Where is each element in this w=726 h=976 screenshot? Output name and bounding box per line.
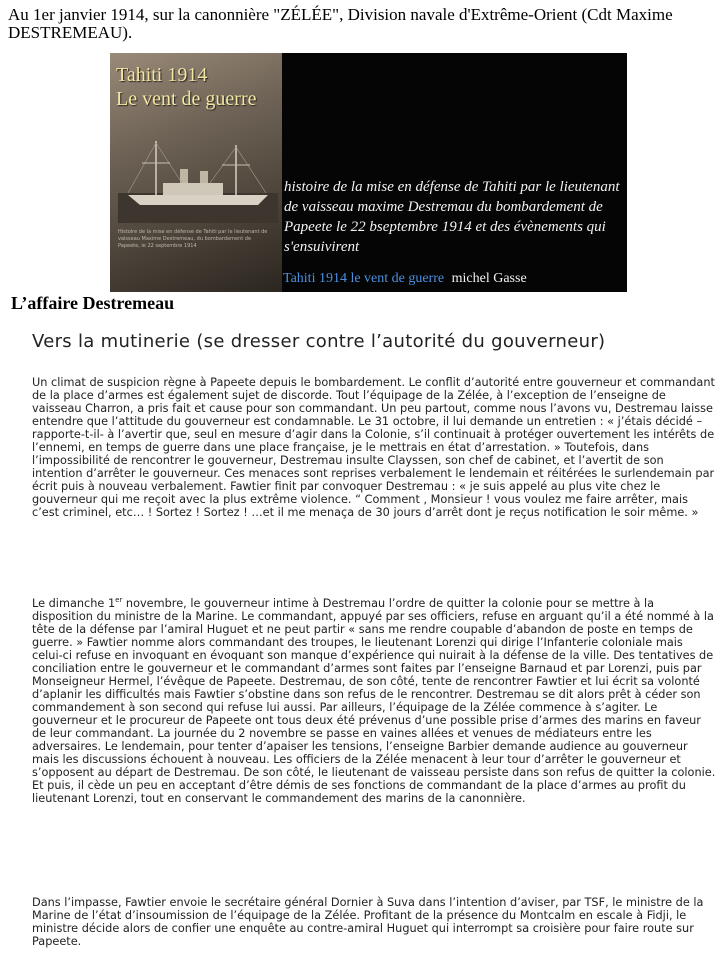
banner-credit	[283, 271, 527, 287]
paragraph-1: Un climat de suspicion règne à Papeete depuis le bombardement. Le conflit d’autorité entre gouverneur et commandant de la place d’armes est également sujet de discorde. Tout l’équipage de la Zélée, à l’exception de l’enseigne de vaisseau Charron, a pris fait et cause pour son commandant. Un peu partout, comme nous l’avons vu, Destremau laisse entendre que l’attitude du gouverneur est condamnable. Le 31 octobre, il lui demande un entretien : « j’étais décidé –rapporte-t-il- à l’avertir que, seul en mesure d’agir dans la Colonie, s’il continuait à protéger ouvertement les intérêts de l’ennemi, en temps de guerre dans une place française, je le mettrais en état d’arrestation. » Toutefois, dans l’impossibilité de rencontrer le gouverneur, Destremau insulte Clayssen, son chef de cabinet, et l’avertit de son intention d’arrêter le gouverneur. Ces menaces sont reprises verbalement le lendemain et réitérées le surlendemain par écrit puis à nouveau verbalement. Fawtier finit par convoquer Destremau : « je suis appelé au plus vite chez le gouverneur qui me reçoit avec la plus extrême violence. “ Comment , Monsieur ! vous voulez me faire arrêter, mais c’est criminel, etc… ! Sortez ! Sortez ! …et il me menaça de 30 jours d’arrêt dont je reçus notification le soir même. »	[32, 376, 715, 519]
ordinal-superscript: er	[115, 596, 123, 605]
ship-illustration	[118, 133, 278, 223]
book-banner	[110, 53, 627, 292]
banner-description: histoire de la mise en défense de Tahiti par le lieutenant de vaisseau maxime Destremau du bombardement de Papeete le 22 bseptembre 1914 et des évènements qui s'ensuivirent	[284, 179, 620, 255]
book-title-line1: Tahiti 1914	[116, 64, 208, 86]
section-title: Vers la mutinerie (se dresser contre l’autorité du gouverneur)	[32, 331, 606, 352]
book-title	[116, 63, 256, 111]
paragraph-2-rest: novembre, le gouverneur intime à Destremau l’ordre de quitter la colonie pour se mettre à la disposition du ministre de la Marine. Le commandant, appuyé par ses officiers, refuse en arguant qu’il a été nommé à la tête de la défense par l’amiral Huguet et ne peut partir « sans me rendre coupable d’abandon de poste en temps de guerre. » Fawtier nomme alors commandant des troupes, le lieutenant Lorenzi qui dirige l’Infanterie coloniale mais celui-ci refuse en invoquant en évoquant son manque d’expérience qui nuirait à la défense de la ville. Des tentatives de conciliation entre le gouverneur et le commandant d’armes sont faites par l’enseigne Barnaud et par Lorenzi, puis par Monseigneur Hermel, l’évêque de Papeete. Destremau, de son côté, tente de rencontrer Fawtier et lui écrit sa volonté d’aplanir les difficultés mais Fawtier s’obstine dans son refus de le rencontrer. Destremau se dit alors prêt à céder son commandement à son second qui refuse lui aussi. Par ailleurs, l’équipage de la Zélée commence à s’agiter. Le gouverneur et le procureur de Papeete ont tous deux été prévenus d’une possible prise d’armes des marins en faveur de leur commandant. La journée du 2 novembre se passe en vaines allées et venues de médiateurs entre les adversaires. Le lendemain, pour tenter d’apaiser les tensions, l’enseigne Barbier demande audience au gouverneur mais les discussions échouent à nouveau. Les officiers de la Zélée menacent à leur tour d’arrêter le gouverneur et s’opposent au départ de Destremau. De son côté, le lieutenant de vaisseau persiste dans son refus de quitter la colonie. Et puis, il cède un peu en acceptant d’être démis de ses fonctions de commandant de la place d’armes au profit du lieutenant Lorenzi, tout en conservant le commandement des marins de la canonnière.	[32, 597, 716, 805]
book-caption: Histoire de la mise en défense de Tahiti par le lieutenant de vaisseau Maxime Destremeau, du bombardement de Papeete, le 22 septembre 1914	[118, 229, 268, 249]
intro-text: Au 1er janvier 1914, sur la canonnière "ZÉLÉE", Division navale d'Extrême-Orient (Cdt Maxime DESTREMEAU).	[8, 5, 673, 42]
book-title-link[interactable]: Tahiti 1914 le vent de guerre	[283, 271, 445, 286]
paragraph-3: Dans l’impasse, Fawtier envoie le secrétaire général Dornier à Suva dans l’intention d’aviser, par TSF, le ministre de la Marine de l’état d’insoumission de l’équipage de la Zélée. Profitant de la présence du Montcalm en escale à Fidji, le ministre décide alors de confier une enquête au contre-amiral Huguet qui interrompt sa croisière pour faire route sur Papeete.	[32, 896, 704, 948]
paragraph-2-start: Le dimanche 1	[32, 597, 116, 610]
article-heading: L’affaire Destremeau	[11, 293, 175, 313]
paragraph-2	[32, 597, 716, 805]
book-title-line2: Le vent de guerre	[116, 88, 257, 110]
author-name: michel Gasse	[451, 271, 527, 286]
book-cover	[110, 53, 282, 292]
